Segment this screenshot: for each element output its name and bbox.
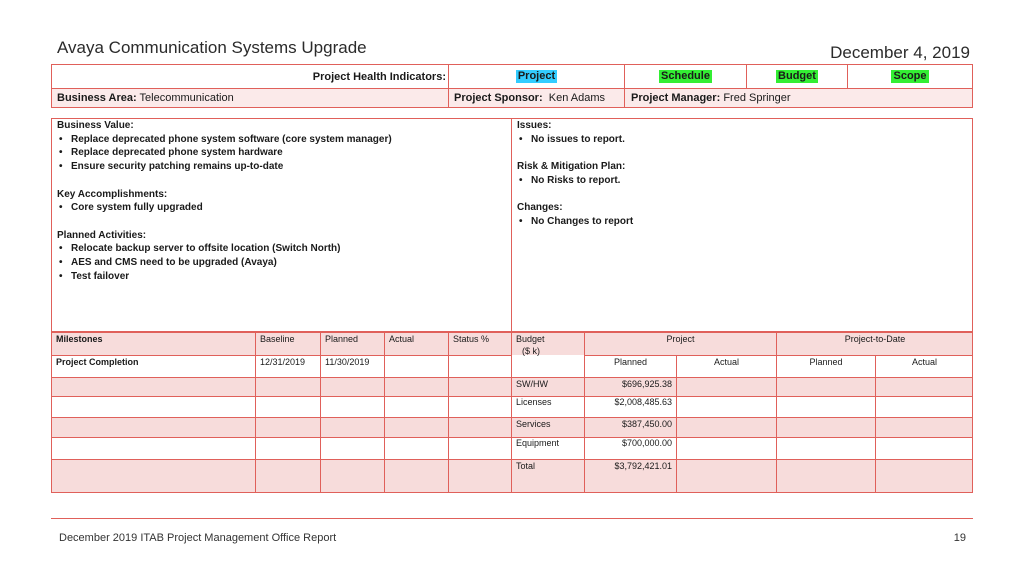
ptd-actual-header: Actual — [911, 357, 937, 367]
indicator-schedule — [625, 66, 746, 87]
indicator-scope-label: Scope — [893, 70, 927, 82]
budget-row-planned: $387,450.00 — [621, 419, 672, 429]
list-item: • Replace deprecated phone system hardware — [57, 146, 392, 160]
indicator-project-label: Project — [517, 70, 556, 82]
list-item: • No issues to report. — [517, 133, 633, 147]
accomplishments-title: Key Accomplishments: — [57, 188, 168, 200]
baseline-header: Baseline — [260, 334, 295, 344]
planned-header: Planned — [325, 334, 359, 344]
budget-total-planned: $3,792,421.01 — [614, 461, 672, 471]
project-to-date-header: Project-to-Date — [844, 334, 906, 344]
budget-row-label: Licenses — [516, 397, 552, 407]
list-item: • No Risks to report. — [517, 174, 633, 188]
milestone-baseline: 12/31/2019 — [260, 357, 306, 367]
list-item: • Replace deprecated phone system software (core system manager) — [57, 133, 392, 147]
health-label: Project Health Indicators: — [312, 70, 446, 83]
footer-divider — [51, 518, 973, 519]
budget-row-planned: $696,925.38 — [621, 379, 672, 389]
indicator-budget-label: Budget — [778, 70, 816, 82]
left-panel — [57, 119, 392, 283]
milestones-header: Milestones — [56, 334, 103, 344]
page-number: 19 — [953, 532, 966, 544]
milestone-planned: 11/30/2019 — [325, 357, 370, 367]
changes-title: Changes: — [517, 202, 563, 214]
budget-row-planned: $2,008,485.63 — [614, 397, 672, 407]
status-header: Status % — [453, 334, 490, 344]
project-sponsor: Project Sponsor: Ken Adams — [454, 92, 606, 104]
indicator-budget — [747, 66, 847, 87]
footer-text: December 2019 ITAB Project Management Office Report — [59, 532, 337, 544]
business-value-title: Business Value: — [57, 120, 134, 131]
budget-row-label: SW/HW — [516, 379, 548, 389]
list-item: • AES and CMS need to be upgraded (Avaya) — [57, 256, 392, 270]
budget-header: Budget — [516, 334, 545, 344]
indicator-scope — [848, 66, 972, 87]
project-planned-header: Planned — [613, 357, 648, 367]
budget-total-label: Total — [516, 461, 536, 471]
list-item: • No Changes to report — [517, 215, 633, 229]
project-actual-header: Actual — [713, 357, 739, 367]
list-item: • Relocate backup server to offsite location (Switch North) — [57, 242, 392, 256]
business-area: Business Area: Telecommunication — [57, 92, 234, 104]
actual-header: Actual — [389, 334, 415, 344]
issues-title: Issues: — [517, 120, 552, 131]
list-item: • Core system fully upgraded — [57, 201, 392, 215]
budget-row-planned: $700,000.00 — [621, 438, 672, 448]
right-panel — [517, 119, 633, 229]
risk-title: Risk & Mitigation Plan: — [517, 161, 626, 173]
list-item: • Test failover — [57, 270, 392, 284]
indicator-schedule-label: Schedule — [661, 70, 710, 82]
planned-activities-title: Planned Activities: — [57, 229, 147, 241]
milestone-name: Project Completion — [56, 357, 139, 367]
budget-row-label: Equipment — [516, 438, 560, 448]
project-header: Project — [666, 334, 695, 344]
list-item: • Ensure security patching remains up-to-date — [57, 160, 392, 174]
project-manager: Project Manager: Fred Springer — [631, 92, 791, 104]
budget-unit: ($ k) — [522, 346, 540, 356]
ptd-planned-header: Planned — [809, 357, 843, 367]
page-title: Avaya Communication Systems Upgrade — [57, 38, 367, 57]
indicator-project — [449, 66, 624, 87]
budget-row-label: Services — [516, 419, 551, 429]
report-date: December 4, 2019 — [830, 43, 970, 62]
